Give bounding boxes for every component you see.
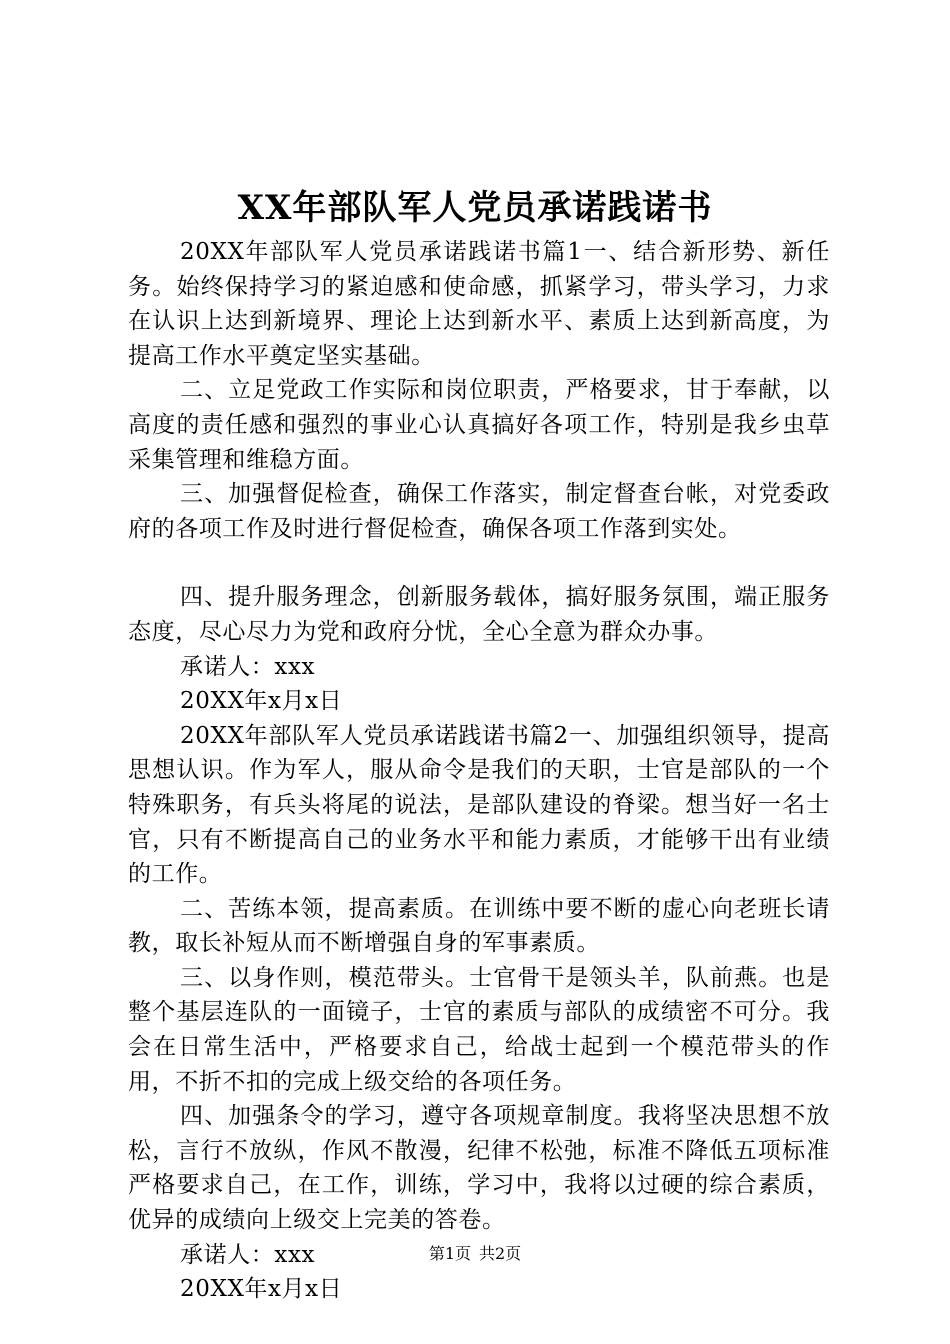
paragraph: 20XX年部队军人党员承诺践诺书篇2一、加强组织领导，提高思想认识。作为军人，服从命令是我们的天职，士官是部队的一个特殊职务，有兵头将尾的说法，是部队建设的脊梁。想当好一名士官，只有不断提高自己的业务水平和能力素质，才能够干出有业绩的工作。 <box>128 722 830 888</box>
date-line: 20XX年x月x日 <box>180 688 343 715</box>
signatory-line: 承诺人：xxx <box>180 1241 316 1268</box>
paragraph: 三、加强督促检查，确保工作落实，制定督查台帐，对党委政府的各项工作及时进行督促检查，确保各项工作落到实处。 <box>128 481 830 542</box>
paragraph: 三、以身作则，模范带头。士官骨干是领头羊，队前燕。也是整个基层连队的一面镜子，士官的素质与部队的成绩密不可分。我会在日常生活中，严格要求自己，给战士起到一个模范带头的作用，不折不扣的完成上级交给的各项任务。 <box>128 964 830 1095</box>
page-total: 共2页 <box>479 1244 522 1263</box>
paragraph: 四、加强条令的学习，遵守各项规章制度。我将坚决思想不放松，言行不放纵，作风不散漫，纪律不松弛，标准不降低五项标准严格要求自己，在工作，训练，学习中，我将以过硬的综合素质，优异的成绩向上级交上完美的答卷。 <box>128 1103 830 1234</box>
document-body <box>128 235 830 1307</box>
paragraph: 20XX年部队军人党员承诺践诺书篇1一、结合新形势、新任务。始终保持学习的紧迫感和使命感，抓紧学习，带头学习，力求在认识上达到新境界、理论上达到新水平、素质上达到新高度，为提高工作水平奠定坚实基础。 <box>128 239 830 369</box>
page-number: 第1页 <box>428 1244 471 1263</box>
date-line: 20XX年x月x日 <box>180 1276 343 1303</box>
document-title: XX年部队军人党员承诺践诺书 <box>237 188 713 228</box>
signatory-line: 承诺人：xxx <box>180 653 316 680</box>
paragraph: 二、苦练本领，提高素质。在训练中要不断的虚心向老班长请教，取长补短从而不断增强自身的军事素质。 <box>128 895 830 957</box>
page-footer <box>0 1244 950 1264</box>
paragraph: 四、提升服务理念，创新服务载体，搞好服务氛围，端正服务态度，尽心尽力为党和政府分忧，全心全意为群众办事。 <box>128 584 830 645</box>
paragraph: 二、立足党政工作实际和岗位职责，严格要求，甘于奉献，以高度的责任感和强烈的事业心认真搞好各项工作，特别是我乡虫草采集管理和维稳方面。 <box>128 377 830 473</box>
